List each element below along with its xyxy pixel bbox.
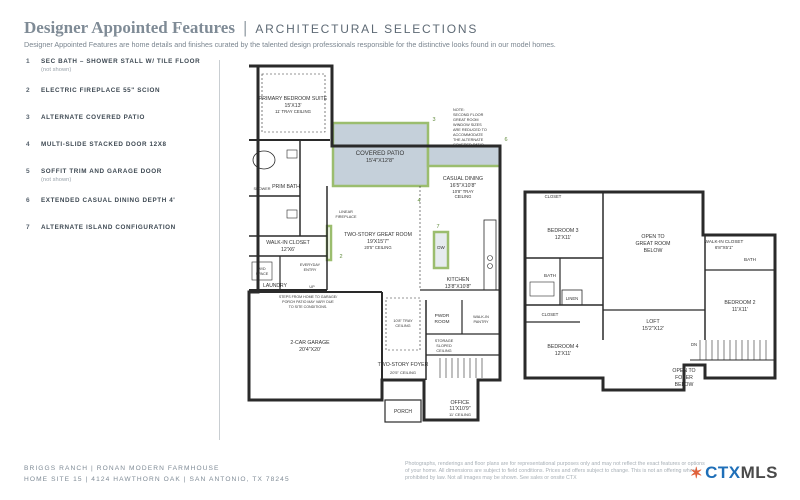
room-label: BEDROOM 3 — [547, 228, 579, 234]
cooktop-icon — [488, 264, 493, 269]
room-size: 12'X6' — [280, 247, 296, 253]
room-label: BEDROOM 2 — [724, 300, 756, 306]
vanity-sink-icon — [287, 210, 297, 218]
room-size: 15'X13' — [284, 103, 302, 109]
title-separator: | — [242, 18, 248, 37]
room-label: PORCH — [393, 409, 413, 415]
room-label: CASUAL DINING — [442, 176, 484, 182]
room-label: 2-CAR GARAGE — [290, 340, 330, 346]
feature-note: (not shown) — [41, 67, 72, 73]
feature-label: ALTERNATE COVERED PATIO — [41, 114, 145, 121]
room-label: BELOW — [674, 382, 694, 388]
option-marker: 4 — [417, 198, 421, 204]
bathtub-icon — [253, 151, 275, 169]
feature-label: EXTENDED CASUAL DINING DEPTH 4' — [41, 197, 176, 204]
room-note: CEILING — [454, 194, 472, 199]
logo-text: CTX — [705, 463, 741, 482]
page-title: Designer Appointed Features — [24, 18, 235, 37]
feature-label: ALTERNATE ISLAND CONFIGURATION — [41, 224, 176, 231]
up-label: UP — [309, 285, 315, 289]
tray-note: CEILING — [395, 324, 411, 328]
feature-note: (not shown) — [41, 177, 72, 183]
room-label: BATH — [744, 257, 756, 262]
room-label: PRIM BATH — [272, 184, 300, 190]
room-note: CEILING — [436, 349, 452, 353]
wd-space-label: SPACE — [255, 272, 269, 276]
wd-space-label: W/D — [258, 267, 266, 271]
entry-label: EVERYDAY — [299, 263, 321, 267]
note-line: THE ALTERNATE — [453, 138, 484, 142]
feature-number: 4 — [26, 141, 30, 148]
casual-dining-highlight — [428, 146, 500, 166]
feature-number: 5 — [26, 168, 30, 175]
room-note: 11' CEILING — [448, 412, 472, 417]
note-line: GREAT ROOM — [453, 118, 479, 122]
room-size: 20'4"X20' — [299, 347, 321, 353]
room-label: LINEN — [565, 296, 579, 301]
room-label: PANTRY — [473, 320, 489, 324]
room-label: OFFICE — [450, 400, 470, 406]
feature-number: 3 — [26, 114, 30, 121]
room-size: 12'X11' — [554, 351, 572, 357]
feature-label: SEC BATH – SHOWER STALL W/ TILE FLOOR — [41, 58, 201, 65]
room-size: 11'X10'9" — [449, 406, 471, 412]
page-description: Designer Appointed Features are home details and finishes curated by the talented design professionals responsible for the distinctive looks found in our model homes. — [24, 40, 556, 49]
option-marker: 7 — [436, 224, 440, 230]
room-note: 20'5" CEILING — [390, 370, 416, 375]
bathtub-icon — [530, 282, 554, 296]
option-marker: 6 — [504, 137, 508, 143]
cooktop-icon — [488, 256, 493, 261]
room-size: 6'8"X5'1" — [714, 245, 734, 250]
feature-label: MULTI-SLIDE STACKED DOOR 12X8 — [41, 141, 167, 148]
feature-number: 1 — [26, 58, 30, 65]
footer-homesite: HOME SITE 15 | 4124 HAWTHORN OAK | SAN ANTONIO, TX 78245 — [24, 476, 290, 483]
room-label: OPEN TO — [672, 368, 696, 374]
feature-number: 7 — [26, 224, 30, 231]
texas-star-icon: ✶ — [690, 465, 704, 482]
room-size: 13'8"X10'8" — [444, 284, 472, 290]
room-label: WALK-IN — [473, 315, 489, 319]
dishwasher-label: DW — [437, 245, 445, 250]
room-label: PWDR — [434, 314, 450, 319]
room-label: STORAGE — [434, 339, 454, 343]
room-size: 15'4"X12'8" — [365, 158, 395, 164]
room-label: OPEN TO — [641, 234, 665, 240]
island-highlight — [434, 232, 448, 268]
room-label: SHOWER — [253, 187, 271, 191]
room-label: LOFT — [646, 319, 660, 325]
page-subtitle: ARCHITECTURAL SELECTIONS — [255, 22, 479, 36]
note-line: ARE REDUCED TO — [453, 128, 487, 132]
feature-number: 2 — [26, 87, 30, 94]
ctxmls-logo — [690, 463, 778, 483]
room-label: TWO-STORY FOYER — [377, 362, 429, 368]
room-size: 15'2"X12' — [642, 326, 664, 332]
logo-suffix: MLS — [740, 463, 778, 482]
room-label: ROOM — [434, 320, 450, 325]
feature-label: ELECTRIC FIREPLACE 55" SCION — [41, 87, 161, 94]
patio-note — [453, 108, 487, 147]
room-label: PRIMARY BEDROOM SUITE — [258, 96, 328, 102]
fireplace-label: FIREPLACE — [335, 215, 357, 219]
option-marker: 3 — [432, 117, 436, 123]
room-label: LAUNDRY — [263, 283, 287, 289]
room-note: 11' TRAY CEILING — [275, 109, 311, 114]
footer-community: BRIGGS RANCH | RONAN MODERN FARMHOUSE — [24, 465, 220, 472]
room-label: KITCHEN — [446, 277, 470, 283]
room-label: TWO-STORY GREAT ROOM — [344, 232, 412, 238]
second-floor-plan — [525, 192, 775, 390]
room-note: SLOPED — [436, 344, 452, 348]
room-label: WALK-IN CLOSET — [266, 240, 310, 246]
footer-disclaimer: Photographs, renderings and floor plans are for representational purposes only and may not reflect the exact features or options of your home. All dimensions are subject to field conditions. Prices and offers subject to change. This is not an offering where prohibited by law. Not all images may be shown. See sales or onsite CTX — [405, 461, 705, 481]
note-line: SECOND FLOOR — [453, 113, 484, 117]
steps-note: STEPS FROM HOME TO GARAGE/ — [278, 295, 338, 299]
steps-note: PORCH PATIO MAY VARY DUE — [282, 300, 334, 304]
room-label: FOYER — [675, 375, 693, 381]
room-size: 11'X11' — [731, 307, 749, 313]
room-label: COVERED PATIO — [355, 151, 405, 157]
tray-note: 10'8" TRAY — [393, 319, 413, 323]
fireplace-label: LINEAR — [339, 210, 353, 214]
note-line: ACCOMMODATE — [453, 133, 484, 137]
room-label: CLOSET — [544, 194, 562, 199]
room-size: 19'X15'7" — [367, 239, 389, 245]
note-line: COVERED PATIO — [453, 143, 484, 147]
room-label: BELOW — [643, 248, 663, 254]
room-size: 12'X11' — [554, 235, 572, 241]
room-label: BEDROOM 4 — [547, 344, 579, 350]
room-label: BATH — [544, 273, 556, 278]
room-label: GREAT ROOM — [635, 241, 671, 247]
room-label: WALK-IN CLOSET — [704, 239, 744, 244]
note-line: WINDOW SIZES — [453, 123, 482, 127]
room-label: CLOSET — [541, 312, 559, 317]
room-note: 10'8" TRAY — [452, 189, 474, 194]
room-note: 20'5" CEILING — [364, 245, 392, 250]
kitchen-counter — [484, 220, 496, 290]
option-marker: 2 — [339, 254, 343, 260]
steps-note: TO SITE CONDITIONS. — [288, 305, 328, 309]
room-size: 16'5"X10'8" — [449, 183, 477, 189]
vanity-sink-icon — [287, 150, 297, 158]
note-line: NOTE: — [453, 108, 465, 112]
feature-number: 6 — [26, 197, 30, 204]
entry-label: ENTRY — [303, 268, 317, 272]
feature-label: SOFFIT TRIM AND GARAGE DOOR — [41, 168, 162, 175]
footer-address — [24, 463, 290, 485]
down-label: DN — [690, 342, 698, 347]
